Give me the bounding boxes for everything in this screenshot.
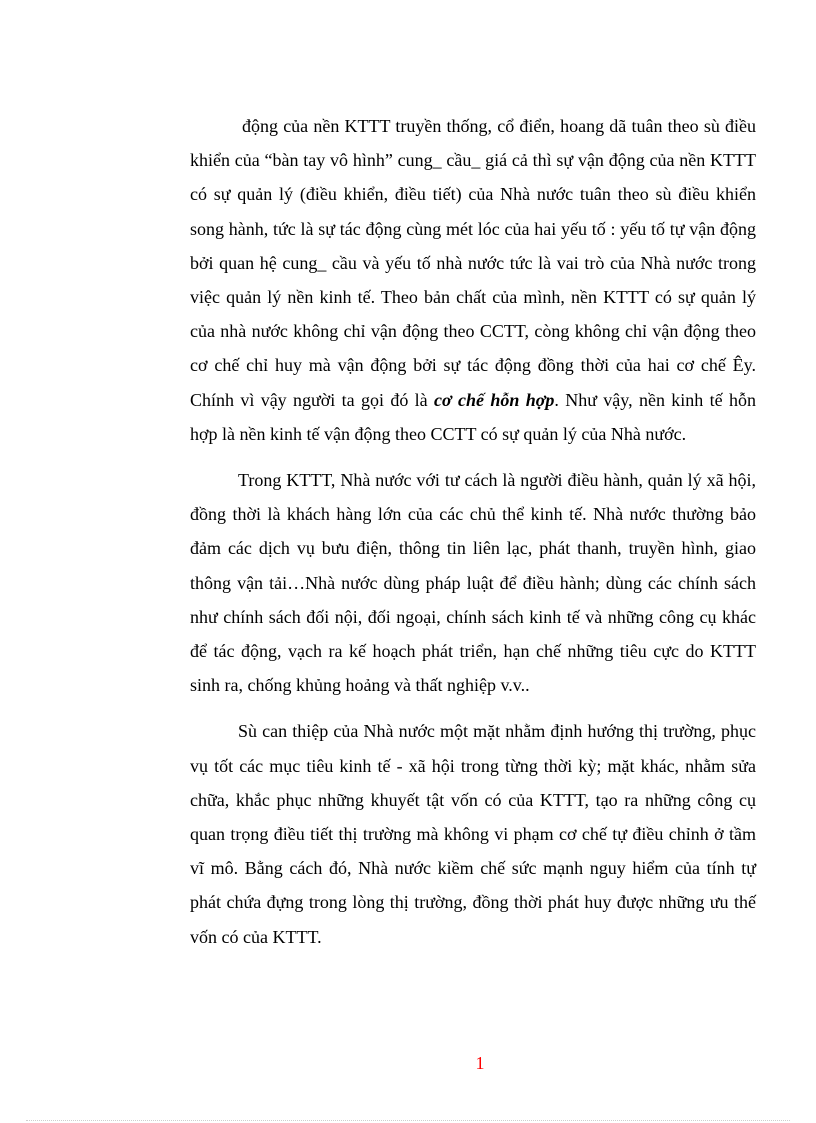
paragraph-2: Trong KTTT, Nhà nước với tư cách là người điều hành, quản lý xã hội, đồng thời là khách hàng lớn của các chủ thể kinh tế. Nhà nước thường bảo đảm các dịch vụ bưu điện, thông tin liên lạc, phát thanh, truyền hình, giao thông vận tải…Nhà nước dùng pháp luật để điều hành; dùng các chính sách như chính sách đối nội, đối ngoại, chính sách kinh tế và những công cụ khác để tác động, vạch ra kế hoạch phát triển, hạn chế những tiêu cực do KTTT sinh ra, chống khủng hoảng và thất nghiệp v.v.. (190, 470, 756, 696)
page-number: 1 (475, 1053, 485, 1073)
paragraph-1-text-b: . Như vậy, nền kinh tế hỗn hợp là nền kinh tế vận động theo CCTT có sự quản lý của Nhà nước. (190, 389, 756, 444)
paragraph-1-text-a: động của nền KTTT truyền thống, cổ điển, hoang dã tuân theo sù điều khiển của “bàn tay vô hình” cung_ cầu_ giá cả thì sự vận động của nền KTTT có sự quản lý (điều khiển, điều tiết) của Nhà nước tuân theo sù điều khiển song hành, tức là sự tác động cùng mét lóc của hai yếu tố : yếu tố tự vận động bởi quan hệ cung_ cầu và yếu tố nhà nước tức là vai trò của Nhà nước trong việc quản lý nền kinh tế. Theo bản chất của mình, nền KTTT có sự quản lý của nhà nước không chỉ vận động theo CCTT, còng không chỉ vận động theo cơ chế chỉ huy mà vận động bởi sự tác động đồng thời của hai cơ chế Êy. Chính vì vậy người ta gọi đó là (190, 116, 756, 410)
paragraph-1-emphasis: cơ chế hỗn hợp (434, 389, 555, 410)
page-bottom-divider (26, 1120, 790, 1121)
document-body (190, 109, 756, 954)
paragraph-3: Sù can thiệp của Nhà nước một mặt nhằm định hướng thị trường, phục vụ tốt các mục tiêu kinh tế - xã hội trong từng thời kỳ; mặt khác, nhằm sửa chữa, khắc phục những khuyết tật vốn có của KTTT, tạo ra những công cụ quan trọng điều tiết thị trường mà không vi phạm cơ chế tự điều chỉnh ở tầm vĩ mô. Bằng cách đó, Nhà nước kiềm chế sức mạnh nguy hiểm của tính tự phát chứa đựng trong lòng thị trường, đồng thời phát huy được những ưu thế vốn có của KTTT. (190, 721, 756, 947)
paragraph-1 (190, 109, 756, 451)
